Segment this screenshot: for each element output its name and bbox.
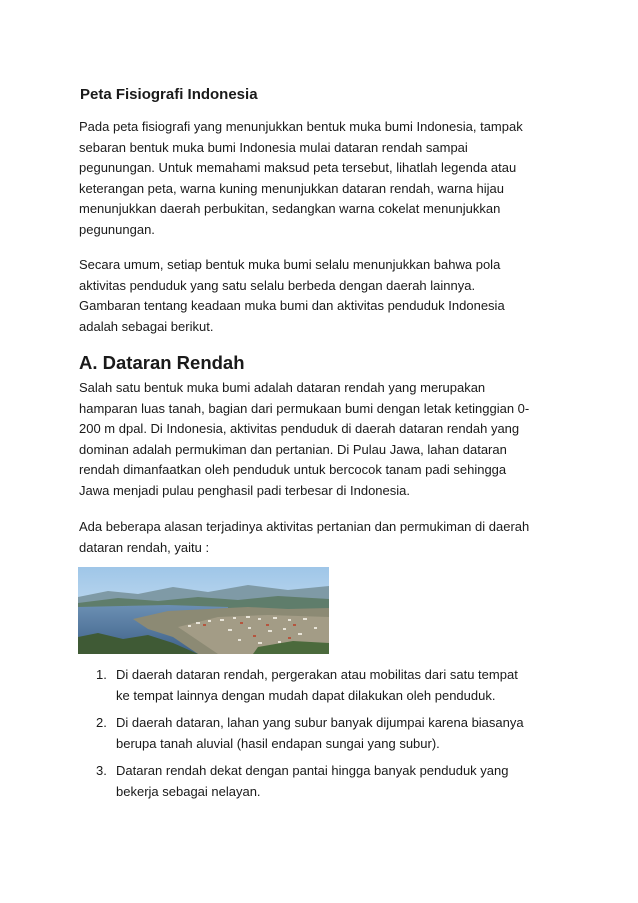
- list-item: [96, 665, 566, 706]
- intro-paragraph-line: Pada peta fisiografi yang menunjukkan bentuk muka bumi Indonesia, tampak: [79, 119, 523, 134]
- reasons-list: [96, 665, 566, 809]
- list-item: [96, 713, 566, 754]
- intro-paragraph-line: keterangan peta, warna kuning menunjukkan dataran rendah, warna hijau: [79, 180, 504, 196]
- section-a-paragraph-line: Jawa menjadi pulau penghasil padi terbesar di Indonesia.: [79, 482, 410, 498]
- second-paragraph: [79, 255, 561, 337]
- intro-paragraph-line: sebaran bentuk muka bumi Indonesia mulai dataran rendah sampai: [79, 139, 468, 155]
- intro-paragraph-line: pegunungan.: [79, 221, 155, 237]
- second-paragraph-line: aktivitas penduduk yang satu selalu berbeda dengan daerah lainnya.: [79, 277, 476, 293]
- intro-paragraph-line: menunjukkan daerah perbukitan, sedangkan warna cokelat menunjukkan: [79, 201, 501, 216]
- list-item-number: 1.: [96, 667, 107, 682]
- list-item-line: Di daerah dataran rendah, pergerakan atau mobilitas dari satu tempat: [116, 667, 518, 682]
- second-paragraph-line: Gambaran tentang keadaan muka bumi dan aktivitas penduduk Indonesia: [79, 298, 505, 313]
- second-paragraph-line: Secara umum, setiap bentuk muka bumi selalu menunjukkan bahwa pola: [79, 257, 501, 272]
- section-a-paragraph-line: 200 m dpal. Di Indonesia, aktivitas penduduk di daerah dataran rendah yang: [79, 421, 520, 436]
- list-item-line: bekerja sebagai nelayan.: [116, 783, 261, 799]
- coastal-lowland-photo: [78, 567, 329, 654]
- section-heading-dataran-rendah: A. Dataran Rendah: [79, 352, 245, 373]
- section-a-paragraph-line: Salah satu bentuk muka bumi adalah dataran rendah yang merupakan: [79, 380, 486, 395]
- section-a-paragraph-line: rendah dimanfaatkan oleh penduduk untuk bercocok tanam padi sehingga: [79, 462, 507, 477]
- list-item-number: 2.: [96, 715, 107, 730]
- intro-paragraph: [79, 117, 561, 240]
- list-item-number: 3.: [96, 763, 107, 778]
- reasons-intro-line: Ada beberapa alasan terjadinya aktivitas pertanian dan permukiman di daerah: [79, 519, 530, 534]
- list-item-line: ke tempat lainnya dengan mudah dapat dilakukan oleh penduduk.: [116, 687, 496, 703]
- section-a-paragraph-line: hamparan luas tanah, bagian dari permukaan bumi dengan letak ketinggian 0-: [79, 400, 530, 416]
- section-a-paragraph: [79, 378, 561, 501]
- list-item: [96, 761, 566, 802]
- list-item-line: Di daerah dataran, lahan yang subur banyak dijumpai karena biasanya: [116, 715, 524, 730]
- list-item-line: Dataran rendah dekat dengan pantai hingga banyak penduduk yang: [116, 763, 509, 778]
- second-paragraph-line: adalah sebagai berikut.: [79, 318, 214, 334]
- reasons-intro-line: dataran rendah, yaitu :: [79, 539, 210, 555]
- list-item-line: berupa tanah aluvial (hasil endapan sungai yang subur).: [116, 735, 440, 751]
- intro-paragraph-line: pegunungan. Untuk memahami maksud peta tersebut, lihatlah legenda atau: [79, 160, 517, 175]
- document-title: Peta Fisiografi Indonesia: [80, 86, 258, 103]
- section-a-paragraph-line: dominan adalah permukiman dan pertanian. Di Pulau Jawa, lahan dataran: [79, 441, 507, 457]
- reasons-intro: [79, 517, 561, 558]
